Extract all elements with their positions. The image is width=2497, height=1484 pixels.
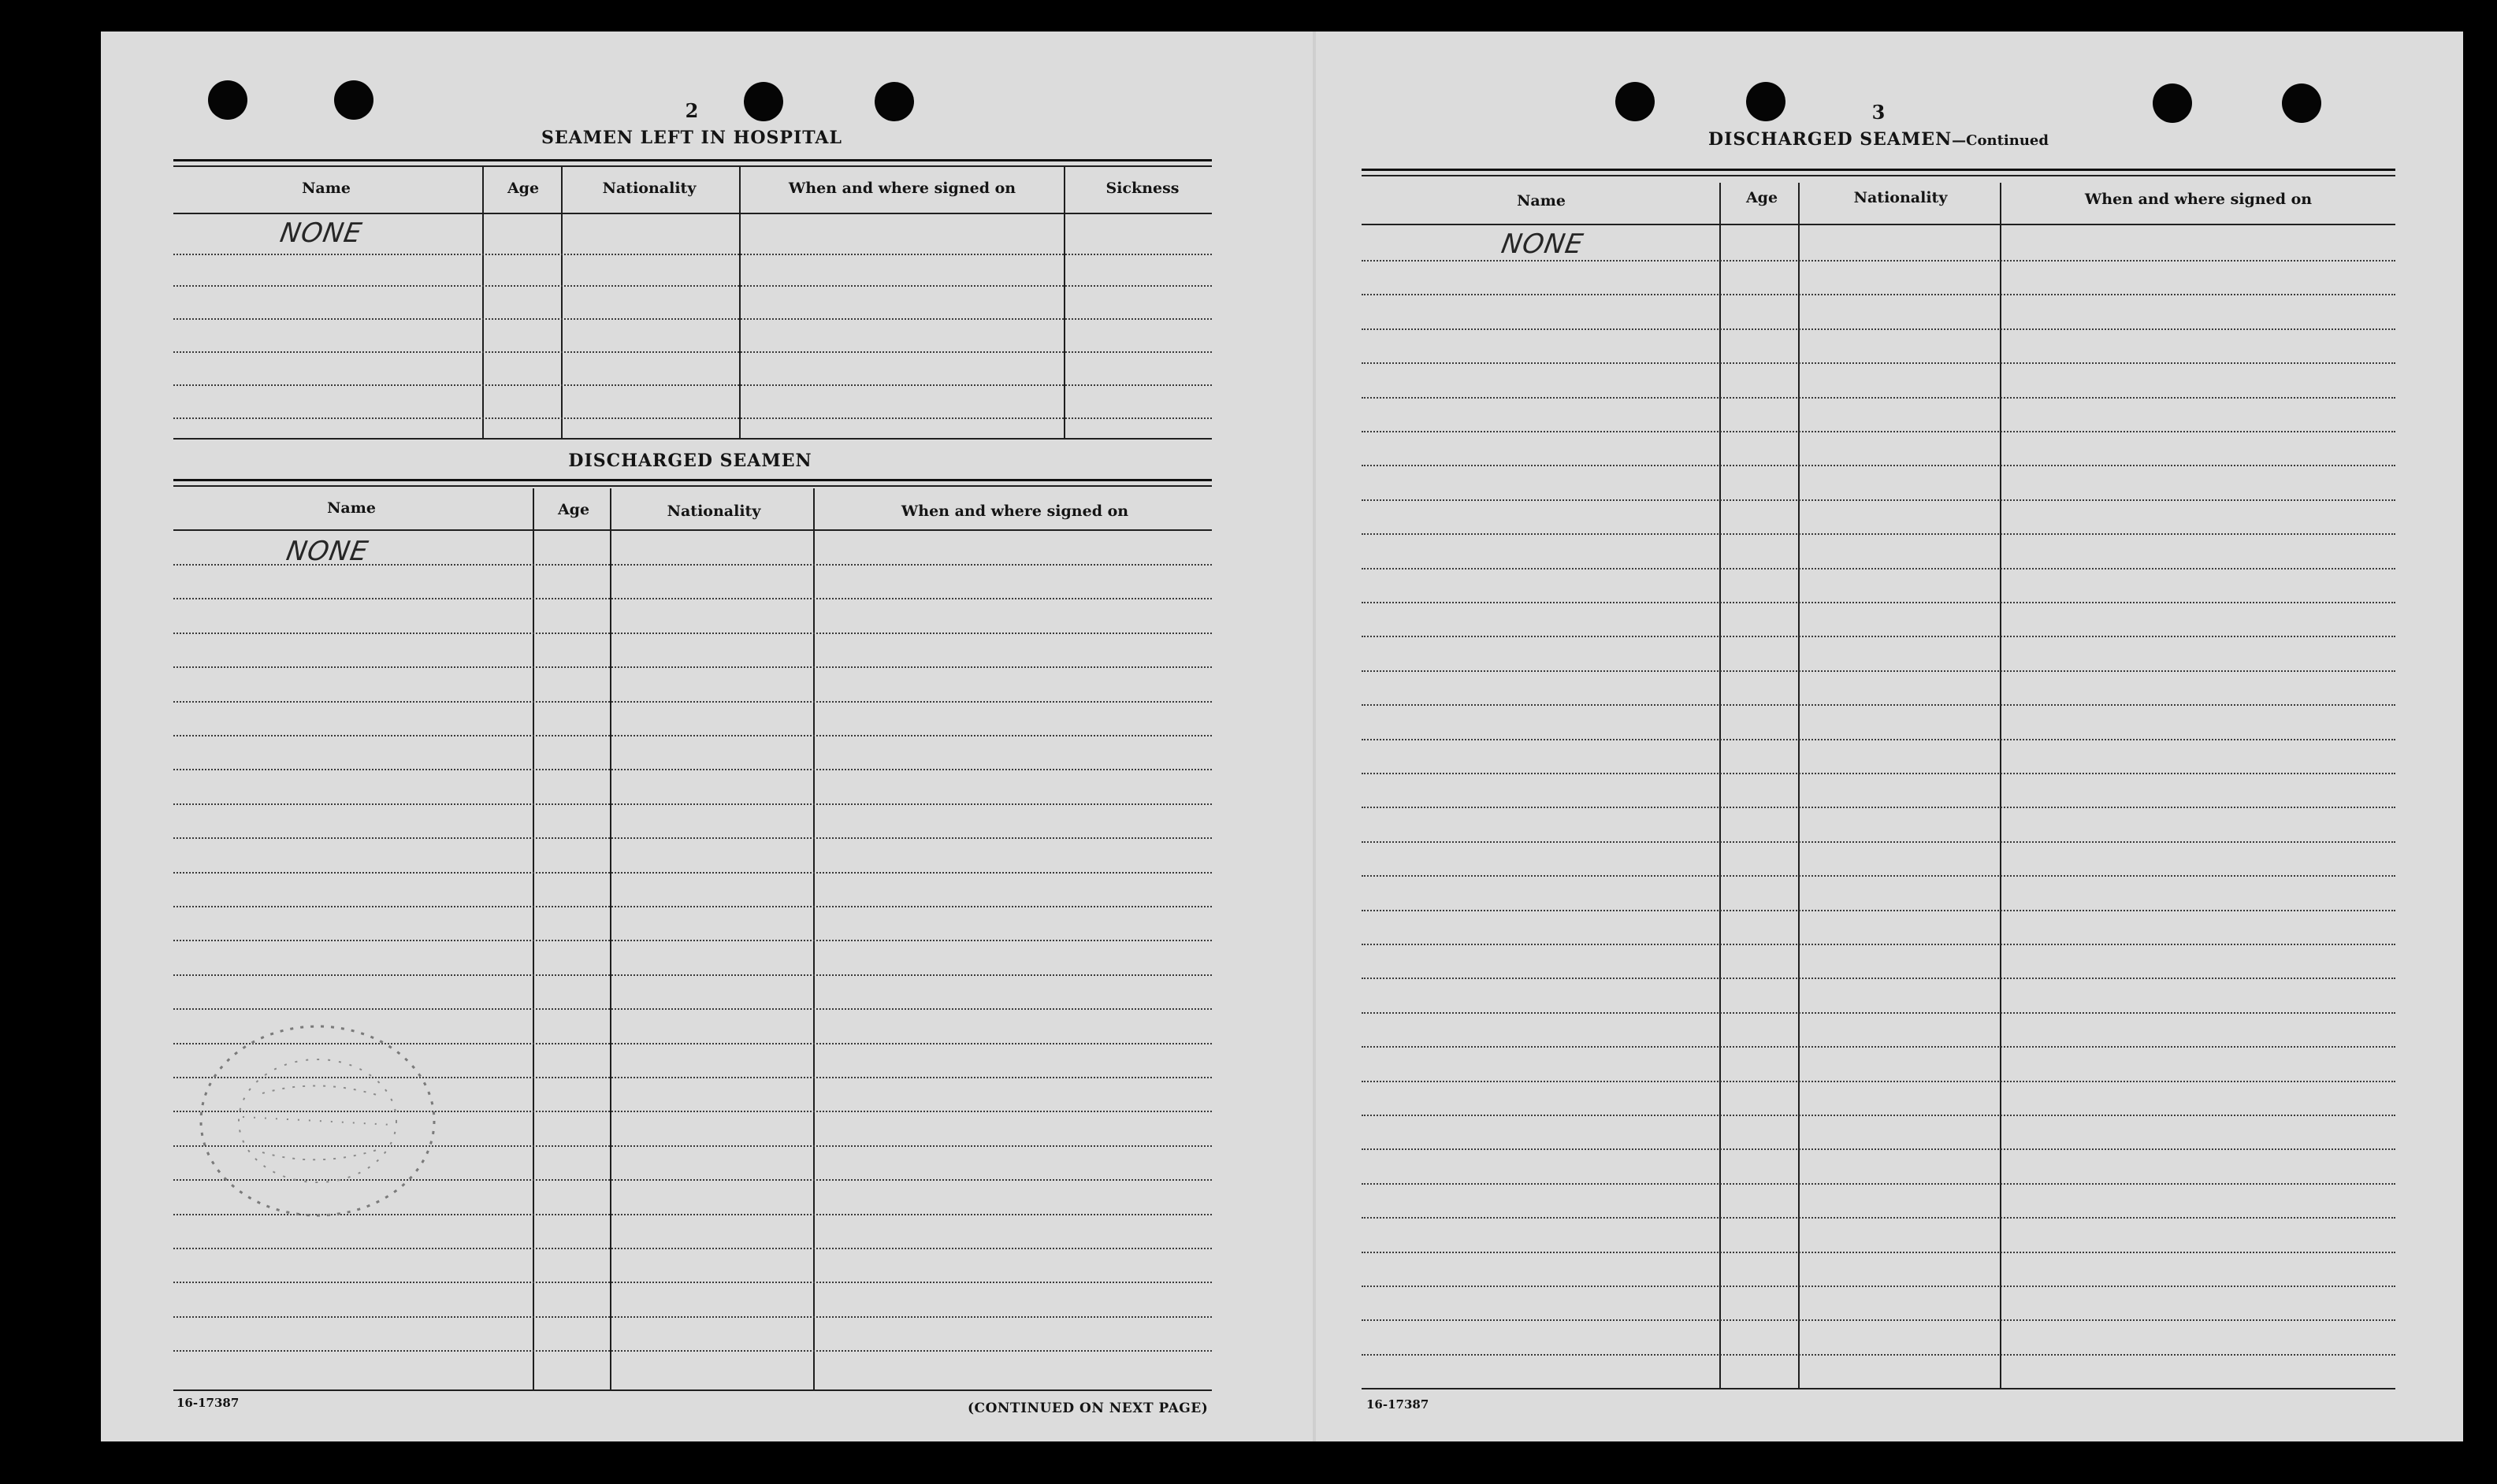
- entry-line: [1362, 328, 2395, 331]
- table-top-rule: [1362, 175, 2395, 176]
- entry-line: [173, 1248, 1212, 1250]
- table-top-rule: [173, 485, 1212, 487]
- entry-line: [1362, 841, 2395, 844]
- entry-line: [173, 666, 1212, 669]
- hospital-section-title: SEAMEN LEFT IN HOSPITAL: [541, 128, 842, 148]
- handwritten-entry: NONE: [284, 536, 371, 567]
- table-bottom-rule: [173, 1389, 1212, 1391]
- page-number: 3: [1871, 101, 1886, 124]
- entry-line: [1362, 1354, 2395, 1356]
- column-header-age: Age: [557, 501, 590, 518]
- table-top-rule: [1362, 169, 2395, 171]
- entry-line: [1362, 807, 2395, 809]
- punch-hole: [1746, 82, 1785, 121]
- entry-line: [1362, 773, 2395, 775]
- section-title-suffix: —Continued: [1952, 132, 2049, 149]
- entry-line: [173, 417, 1212, 420]
- continued-note: (CONTINUED ON NEXT PAGE): [968, 1401, 1209, 1416]
- entry-line: [1362, 1012, 2395, 1015]
- header-rule: [173, 529, 1212, 531]
- punch-hole: [2153, 83, 2192, 123]
- table-bottom-rule: [173, 438, 1212, 440]
- entry-line: [1362, 1148, 2395, 1151]
- entry-line: [173, 351, 1212, 354]
- entry-line: [1362, 704, 2395, 707]
- entry-line: [173, 1282, 1212, 1284]
- column-header-name: Name: [1517, 192, 1566, 210]
- entry-line: [1362, 431, 2395, 433]
- column-header-sickness: Sickness: [1105, 180, 1180, 197]
- entry-line: [1362, 1319, 2395, 1322]
- entry-line: [1362, 875, 2395, 877]
- column-divider: [739, 167, 741, 438]
- page-number: 2: [685, 99, 699, 122]
- column-header-nationality: Nationality: [667, 503, 761, 520]
- header-rule: [1362, 224, 2395, 225]
- entry-line: [173, 974, 1212, 977]
- punch-hole: [875, 82, 914, 121]
- entry-line: [1362, 1252, 2395, 1254]
- entry-line: [173, 384, 1212, 387]
- punch-hole: [744, 82, 783, 121]
- entry-line: [173, 872, 1212, 874]
- entry-line: [173, 837, 1212, 840]
- punch-hole: [1615, 82, 1655, 121]
- punch-hole: [208, 80, 247, 120]
- entry-line: [1362, 465, 2395, 467]
- entry-line: [1362, 1046, 2395, 1048]
- entry-line: [1362, 1115, 2395, 1117]
- entry-line: [173, 735, 1212, 737]
- column-header-name: Name: [327, 499, 376, 517]
- section-title: [1708, 129, 2049, 150]
- entry-line: [173, 701, 1212, 703]
- column-header-name: Name: [302, 180, 351, 197]
- faded-stamp-seal: [188, 1007, 448, 1235]
- entry-line: [1362, 499, 2395, 502]
- column-header-signed-on: When and where signed on: [788, 180, 1016, 197]
- entry-line: [1362, 362, 2395, 365]
- column-divider: [561, 167, 563, 438]
- column-header-age: Age: [507, 180, 540, 197]
- header-rule: [173, 213, 1212, 214]
- entry-line: [1362, 397, 2395, 399]
- entry-line: [173, 598, 1212, 600]
- entry-line: [1362, 260, 2395, 262]
- column-divider: [1064, 167, 1065, 438]
- entry-line: [1362, 533, 2395, 536]
- entry-line: [1362, 1286, 2395, 1288]
- entry-line: [173, 1350, 1212, 1352]
- entry-line: [173, 940, 1212, 942]
- entry-line: [173, 803, 1212, 806]
- handwritten-entry: NONE: [277, 217, 365, 249]
- entry-line: [173, 906, 1212, 908]
- entry-line: [173, 633, 1212, 635]
- column-header-signed-on: When and where signed on: [2084, 191, 2313, 208]
- punch-hole: [2282, 83, 2321, 123]
- table-top-rule: [173, 159, 1212, 161]
- entry-line: [1362, 739, 2395, 741]
- column-divider: [482, 167, 484, 438]
- column-header-nationality: Nationality: [1853, 189, 1948, 206]
- entry-line: [1362, 910, 2395, 912]
- entry-line: [1362, 1081, 2395, 1083]
- entry-line: [173, 318, 1212, 321]
- form-number: 16-17387: [176, 1396, 240, 1410]
- column-header-age: Age: [1745, 189, 1778, 206]
- table-top-rule: [173, 165, 1212, 167]
- table-top-rule: [173, 479, 1212, 481]
- entry-line: [1362, 568, 2395, 570]
- entry-line: [1362, 602, 2395, 604]
- form-number: 16-17387: [1366, 1397, 1429, 1412]
- entry-line: [1362, 944, 2395, 946]
- entry-line: [1362, 1217, 2395, 1219]
- column-header-signed-on: When and where signed on: [901, 503, 1129, 520]
- discharged-section-title: DISCHARGED SEAMEN: [568, 451, 812, 471]
- entry-line: [1362, 294, 2395, 296]
- center-fold: [1313, 32, 1316, 1441]
- punch-hole: [334, 80, 373, 120]
- entry-line: [1362, 670, 2395, 673]
- handwritten-entry: NONE: [1499, 228, 1586, 260]
- table-bottom-rule: [1362, 1388, 2395, 1389]
- column-header-nationality: Nationality: [602, 180, 697, 197]
- entry-line: [173, 1316, 1212, 1319]
- entry-line: [1362, 636, 2395, 638]
- section-title-main: DISCHARGED SEAMEN: [1708, 129, 1953, 150]
- entry-line: [1362, 1183, 2395, 1185]
- entry-line: [173, 769, 1212, 771]
- entry-line: [173, 254, 1212, 256]
- entry-line: [173, 285, 1212, 288]
- entry-line: [1362, 978, 2395, 980]
